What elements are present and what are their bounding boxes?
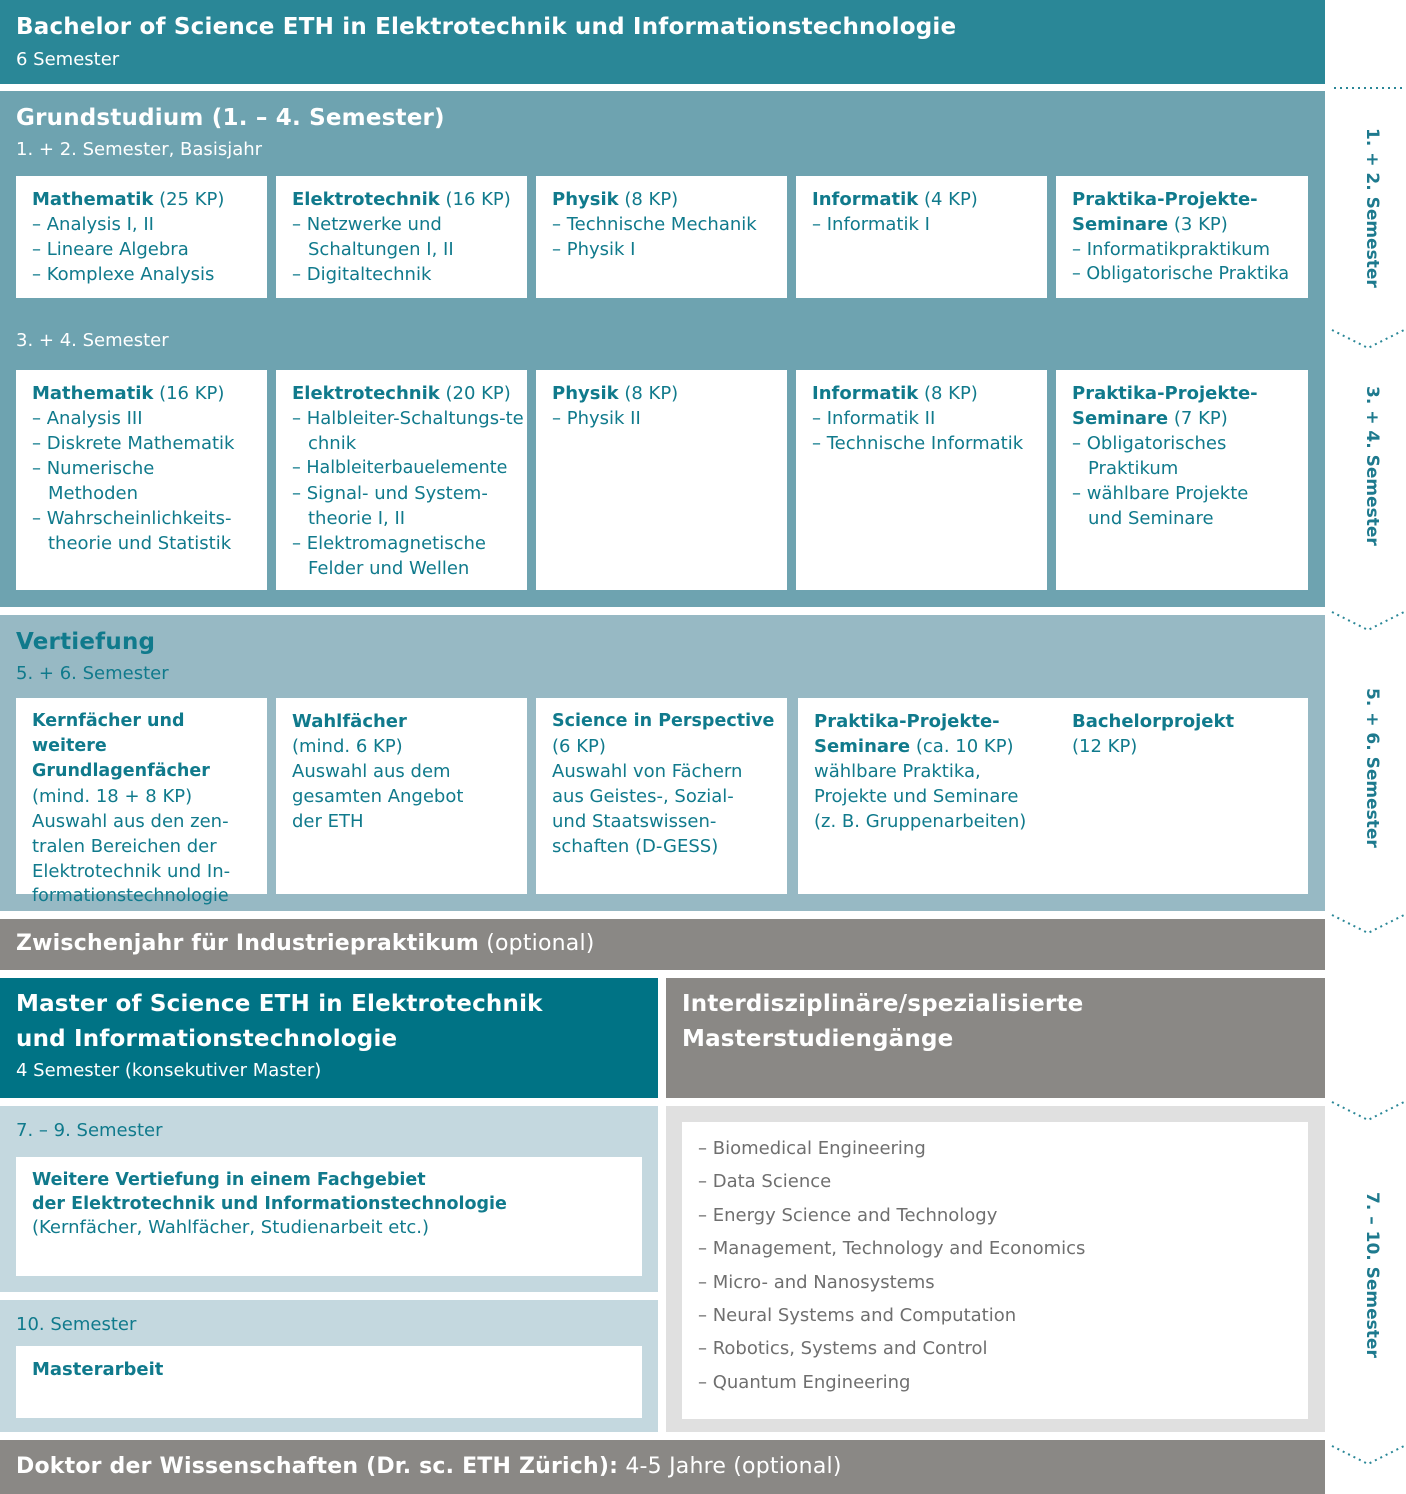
list-item: – Technische Informatik <box>812 433 1024 454</box>
list-item: – Komplexe Analysis <box>32 264 215 285</box>
vertiefung-sem-label: 5. + 6. Semester <box>16 663 169 684</box>
card-line: tralen Bereichen der <box>32 836 217 857</box>
card-sem34-informatik <box>796 370 1047 590</box>
chevron-down-icon <box>1332 915 1404 933</box>
inter-title-line1: Interdisziplinäre/spezialisierte <box>682 991 1084 1017</box>
card-text: (Kernfächer, Wahlfächer, Studienarbeit etc.) <box>32 1217 430 1238</box>
master-title-line2: und Informationstechnologie <box>16 1026 398 1052</box>
master-header <box>0 978 658 1098</box>
card-title-line2: der Elektrotechnik und Informationstechnologie <box>32 1194 507 1214</box>
side-label-sem56 <box>1362 688 1382 848</box>
card-line: gesamten Angebot <box>292 786 464 807</box>
zwischenjahr-note: (optional) <box>479 931 595 956</box>
card-sem34-praktika <box>1056 370 1308 590</box>
list-item: – Diskrete Mathematik <box>32 433 235 454</box>
card-sem34-elektrotechnik <box>276 370 527 590</box>
grundstudium-title: Grundstudium (1. – 4. Semester) <box>16 105 445 131</box>
card-title: Kernfächer und weitere Grundlagenfächer <box>32 711 210 781</box>
card-line: (z. B. Gruppenarbeiten) <box>814 811 1027 832</box>
master-title-line1: Master of Science ETH in Elektrotechnik <box>16 991 543 1017</box>
list-item: – Physik II <box>552 408 641 429</box>
zwischenjahr-title <box>16 931 595 956</box>
list-item: – Micro- and Nanosystems <box>698 1271 935 1293</box>
card-kernfaecher <box>16 698 267 906</box>
chevron-down-icon <box>1332 1102 1404 1120</box>
list-item: – Netzwerke und Schaltungen I, II <box>292 214 454 260</box>
bachelor-header <box>0 0 1325 84</box>
list-item: – Wahrscheinlichkeits-theorie und Statistik <box>32 508 232 554</box>
list-item: – Obligatorisches Praktikum <box>1072 433 1227 479</box>
list-item: – Halbleiterbauelemente <box>292 458 508 478</box>
list-item: – Informatik I <box>812 214 930 235</box>
list-item: – Analysis I, II <box>32 214 154 235</box>
card-title: Informatik <box>812 189 919 210</box>
card-bachelorprojekt <box>1072 709 1234 759</box>
card-line: (6 KP) <box>552 736 606 757</box>
list-item: – Energy Science and Technology <box>698 1204 998 1226</box>
card-title: Elektrotechnik <box>292 189 440 210</box>
list-item: – Numerische Methoden <box>32 458 155 504</box>
card-sem12-elektrotechnik <box>276 176 527 298</box>
side-label-text: 3. + 4. Semester <box>1362 386 1382 546</box>
card-kp: (4 KP) <box>918 189 978 210</box>
card-kp: (20 KP) <box>439 383 511 404</box>
card-title: Praktika-Projekte-Seminare <box>814 711 1000 757</box>
chevron-down-icon <box>1332 612 1404 630</box>
card-line: Auswahl aus den zen- <box>32 811 229 832</box>
card-title: Praktika-Projekte-Seminare <box>1072 189 1258 235</box>
card-title: Mathematik <box>32 383 154 404</box>
list-item: – Quantum Engineering <box>698 1371 911 1393</box>
doktor-band <box>0 1440 1325 1494</box>
card-wahlfaecher <box>276 698 527 894</box>
card-kp: (8 KP) <box>918 383 978 404</box>
list-item: – Informatik II <box>812 408 936 429</box>
side-label-sem710 <box>1362 1192 1382 1358</box>
card-line: formationstechnologie <box>32 886 229 906</box>
card-title: Bachelorprojekt <box>1072 711 1235 732</box>
master-sem10-label: 10. Semester <box>16 1314 137 1335</box>
list-item: – Signal- und System-theorie I, II <box>292 483 488 529</box>
card-kp: (16 KP) <box>153 383 225 404</box>
master-sem79-label: 7. – 9. Semester <box>16 1120 163 1141</box>
list-item: – Elektromagnetische Felder und Wellen <box>292 533 486 579</box>
card-line: aus Geistes-, Sozial- <box>552 786 734 807</box>
list-item: – wählbare Projekte und Seminare <box>1072 483 1249 529</box>
card-line: (mind. 18 + 8 KP) <box>32 786 193 807</box>
card-sem12-physik <box>536 176 787 298</box>
card-sem34-physik <box>536 370 787 590</box>
side-label-text: 1. + 2. Semester <box>1362 128 1382 288</box>
list-item: – Analysis III <box>32 408 143 429</box>
card-title: Informatik <box>812 383 919 404</box>
list-item: – Data Science <box>698 1171 832 1193</box>
card-weitere-vertiefung <box>16 1157 642 1276</box>
card-kp: (ca. 10 KP) <box>910 736 1014 757</box>
side-label-text: 5. + 6. Semester <box>1362 688 1382 848</box>
sem12-label: 1. + 2. Semester, Basisjahr <box>16 139 263 160</box>
card-line: Auswahl von Fächern <box>552 761 743 782</box>
side-label-text: 7. – 10. Semester <box>1362 1192 1382 1358</box>
list-item: – Halbleiter-Schaltungs-technik <box>292 408 524 454</box>
card-line: (12 KP) <box>1072 736 1138 757</box>
card-title: Elektrotechnik <box>292 383 440 404</box>
card-kp: (7 KP) <box>1168 408 1228 429</box>
card-masterarbeit <box>16 1346 642 1418</box>
card-kp: (8 KP) <box>618 189 679 210</box>
inter-list-card <box>682 1122 1308 1419</box>
card-title: Masterarbeit <box>32 1359 164 1380</box>
card-title: Mathematik <box>32 189 154 210</box>
doktor-note: 4-5 Jahre (optional) <box>618 1454 842 1479</box>
chevron-down-icon <box>1332 1446 1404 1464</box>
list-item: – Neural Systems and Computation <box>698 1305 1017 1327</box>
sem34-label: 3. + 4. Semester <box>16 330 169 351</box>
inter-header <box>666 978 1325 1098</box>
card-line: Projekte und Seminare <box>814 786 1019 807</box>
list-item: – Physik I <box>552 239 636 260</box>
list-item: – Robotics, Systems and Control <box>698 1338 988 1360</box>
zwischenjahr-band <box>0 919 1325 970</box>
list-item: – Obligatorische Praktika <box>1072 264 1290 284</box>
card-line: Auswahl aus dem <box>292 761 451 782</box>
card-title: Science in Perspective <box>552 711 775 731</box>
card-line: wählbare Praktika, <box>814 761 981 782</box>
card-kp: (25 KP) <box>153 189 225 210</box>
card-sem12-informatik <box>796 176 1047 298</box>
card-title: Physik <box>552 383 619 404</box>
list-item: – Lineare Algebra <box>32 239 189 260</box>
side-label-sem12 <box>1362 128 1382 288</box>
card-title: Wahlfächer <box>292 711 407 732</box>
list-item: – Biomedical Engineering <box>698 1138 926 1159</box>
card-title: Praktika-Projekte-Seminare <box>1072 383 1258 429</box>
card-kp: (3 KP) <box>1168 214 1228 235</box>
master-subtitle: 4 Semester (konsekutiver Master) <box>16 1060 322 1081</box>
card-science-in-perspective <box>536 698 787 894</box>
card-line: und Staatswissen- <box>552 811 717 832</box>
list-item: – Informatikpraktikum <box>1072 239 1271 260</box>
chevron-down-icon <box>1332 330 1404 348</box>
card-kp: (8 KP) <box>618 383 679 404</box>
card-line: schaften (D-GESS) <box>552 836 719 857</box>
vertiefung-title: Vertiefung <box>16 629 156 655</box>
card-title-line1: Weitere Vertiefung in einem Fachgebiet <box>32 1170 426 1190</box>
card-kp: (16 KP) <box>439 189 511 210</box>
list-item: – Digitaltechnik <box>292 264 432 285</box>
list-item: – Technische Mechanik <box>552 214 757 235</box>
doktor-title-text: Doktor der Wissenschaften (Dr. sc. ETH Zürich): <box>16 1454 619 1479</box>
side-label-sem34 <box>1362 386 1382 546</box>
card-line: (mind. 6 KP) <box>292 736 403 757</box>
doktor-title <box>16 1454 842 1479</box>
inter-title-line2: Masterstudiengänge <box>682 1026 954 1052</box>
zwischenjahr-title-text: Zwischenjahr für Industriepraktikum <box>16 931 480 956</box>
card-line: der ETH <box>292 811 364 832</box>
list-item: – Management, Technology and Economics <box>698 1238 1086 1260</box>
card-title: Physik <box>552 189 619 210</box>
card-sem34-mathematik <box>16 370 267 590</box>
card-sem12-praktika <box>1056 176 1308 298</box>
bachelor-title: Bachelor of Science ETH in Elektrotechnik und Informationstechnologie <box>16 14 957 40</box>
card-line: Elektrotechnik und In- <box>32 861 231 882</box>
card-sem12-mathematik <box>16 176 267 298</box>
bachelor-subtitle: 6 Semester <box>16 49 120 70</box>
